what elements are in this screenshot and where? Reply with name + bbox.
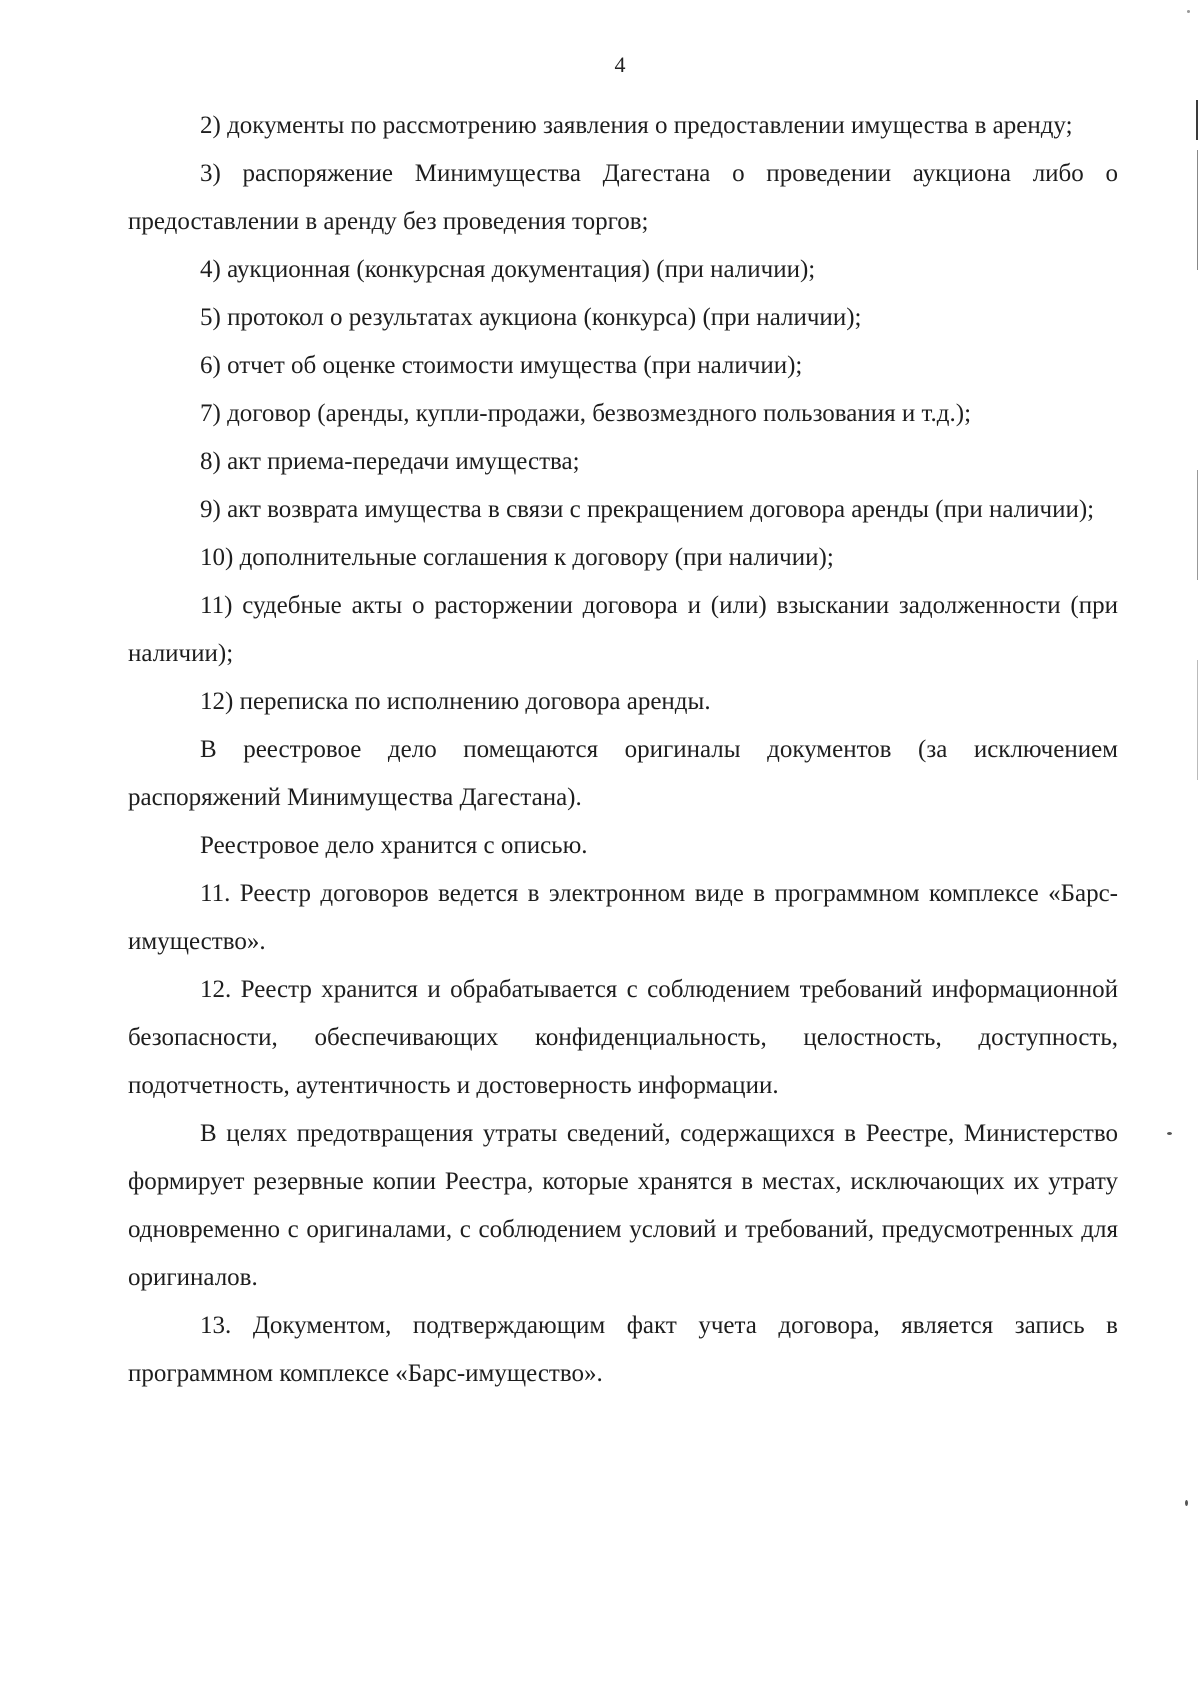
scan-edge-mark — [1197, 660, 1198, 780]
document-body — [128, 102, 1118, 1398]
paragraph-registry-originals: В реестровое дело помещаются оригиналы документов (за исключением распоряжений Минимущества Дагестана). — [128, 736, 1118, 811]
paragraph-item-8: 8) акт приема-передачи имущества; — [200, 448, 580, 475]
paragraph-section-13: 13. Документом, подтверждающим факт учета договора, является запись в программном комплексе «Барс-имущество». — [128, 1312, 1118, 1387]
page-number: 4 — [614, 52, 626, 77]
paragraph-section-11: 11. Реестр договоров ведется в электронном виде в программном комплексе «Барс-имущество». — [128, 880, 1118, 955]
paragraph-item-2: 2) документы по рассмотрению заявления о предоставлении имущества в аренду; — [200, 112, 1073, 139]
scan-edge-mark — [1197, 150, 1198, 270]
scan-speck — [1185, 1500, 1188, 1506]
scan-edge-mark — [1196, 100, 1198, 140]
paragraph-item-7: 7) договор (аренды, купли-продажи, безвозмездного пользования и т.д.); — [200, 400, 972, 427]
paragraph-item-4: 4) аукционная (конкурсная документация) (при наличии); — [200, 256, 816, 283]
paragraph-item-5: 5) протокол о результатах аукциона (конкурса) (при наличии); — [200, 304, 862, 331]
scan-edge-mark — [1197, 470, 1198, 580]
paragraph-registry-inventory: Реестровое дело хранится с описью. — [200, 832, 588, 859]
paragraph-backup-copies: В целях предотвращения утраты сведений, содержащихся в Реестре, Министерство формирует резервные копии Реестра, которые хранятся в местах, исключающих их утрату одновременно с оригиналами, с соблюдением условий и требований, предусмотренных для оригиналов. — [128, 1120, 1118, 1291]
paragraph-item-10: 10) дополнительные соглашения к договору (при наличии); — [200, 544, 834, 571]
scan-speck — [1167, 1132, 1172, 1135]
paragraph-item-12: 12) переписка по исполнению договора аренды. — [200, 688, 711, 715]
paragraph-item-3: 3) распоряжение Минимущества Дагестана о проведении аукциона либо о предоставлении в аренду без проведения торгов; — [128, 160, 1118, 235]
paragraph-section-12: 12. Реестр хранится и обрабатывается с соблюдением требований информационной безопасности, обеспечивающих конфиденциальность, целостность, доступность, подотчетность, аутентичность и достоверность информации. — [128, 976, 1118, 1099]
paragraph-item-9: 9) акт возврата имущества в связи с прекращением договора аренды (при наличии); — [200, 496, 1095, 523]
scan-speck — [1187, 10, 1190, 13]
paragraph-item-6: 6) отчет об оценке стоимости имущества (при наличии); — [200, 352, 803, 379]
paragraph-item-11: 11) судебные акты о расторжении договора и (или) взыскании задолженности (при наличии); — [128, 592, 1118, 667]
